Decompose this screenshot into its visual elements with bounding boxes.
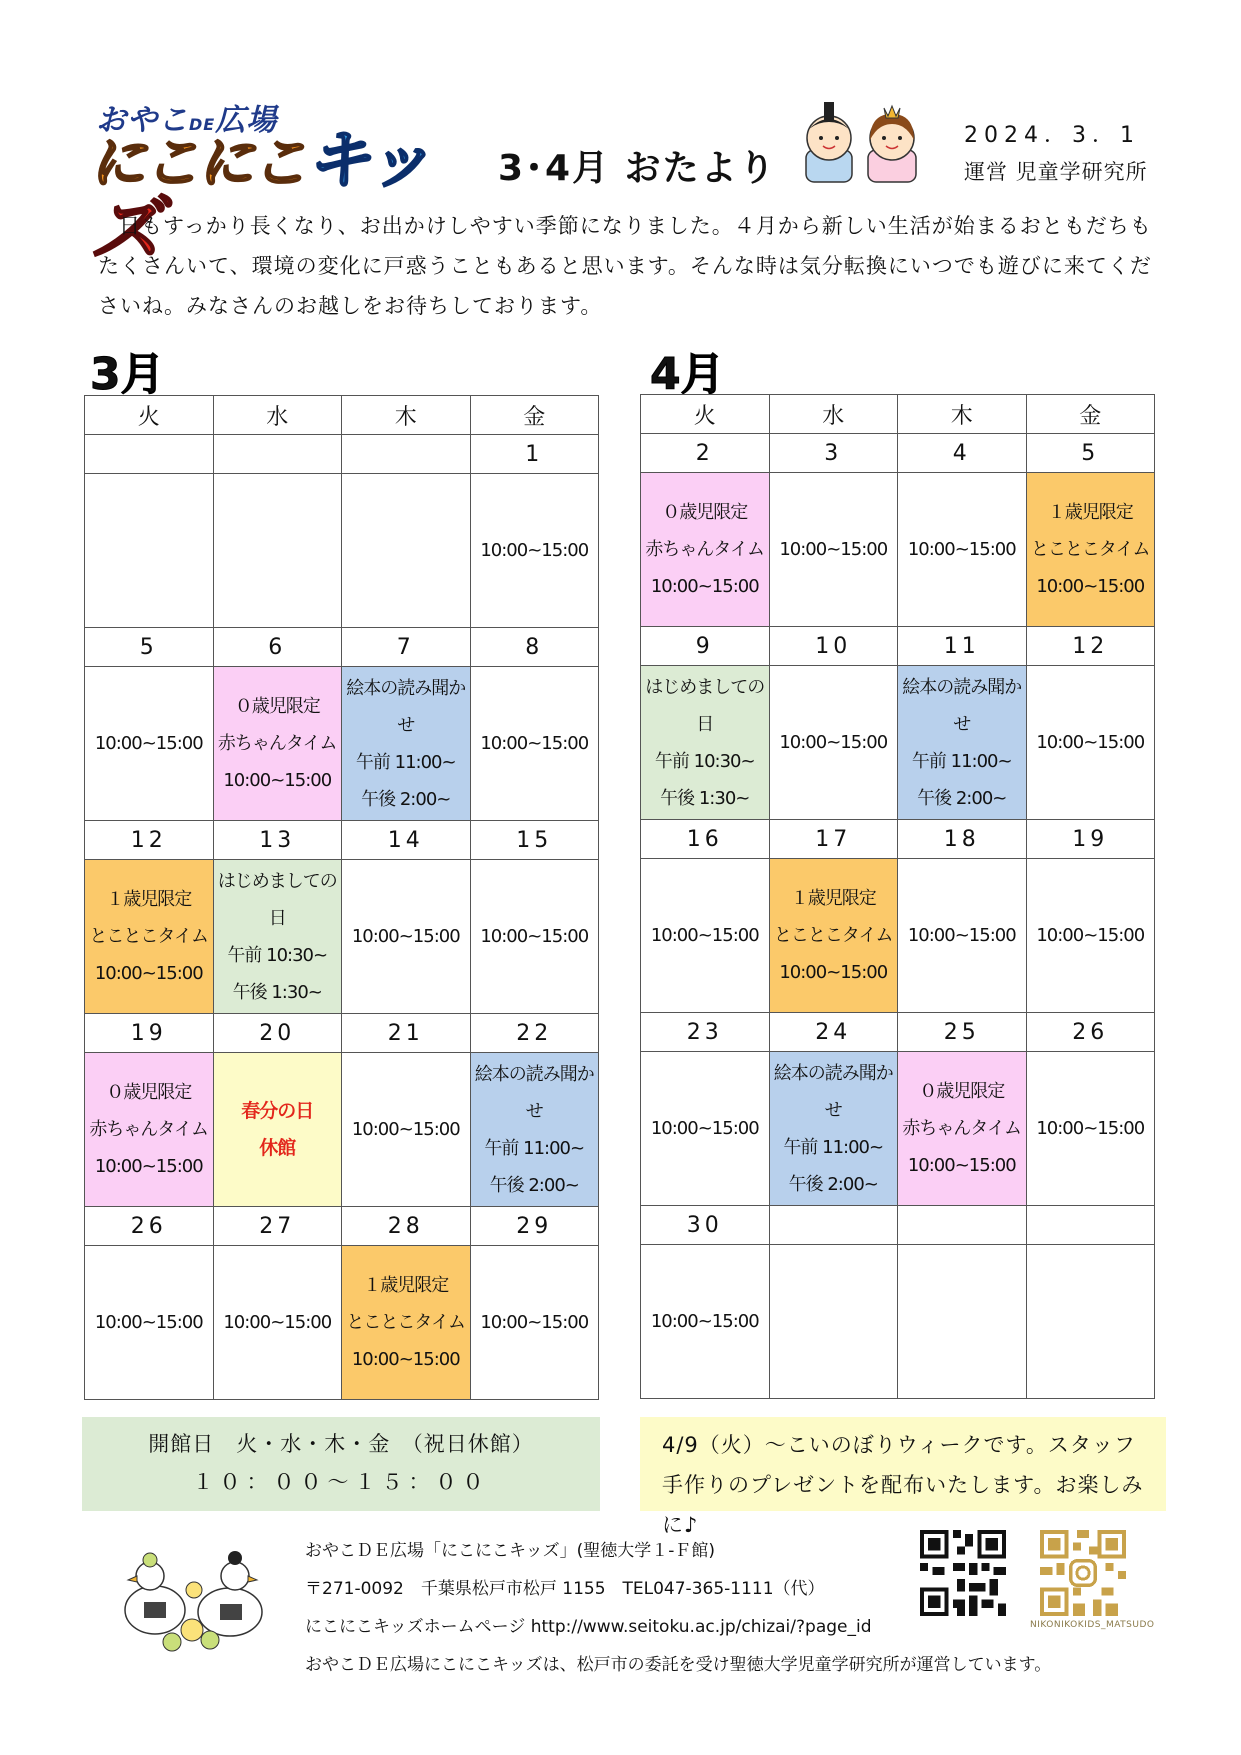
event-row xyxy=(85,474,599,628)
footer-address: 〒271-0092 千葉県松戸市松戸 1155 TEL047-365-1111（代） xyxy=(305,1579,825,1599)
event-text: ０歳児限定 xyxy=(106,1082,192,1103)
date-number xyxy=(898,1206,1027,1245)
event-row xyxy=(85,667,599,821)
logo-oyako: おやこ xyxy=(96,103,189,138)
operator: 運営 児童学研究所 xyxy=(964,160,1148,184)
event-cell xyxy=(470,1246,599,1400)
event-cell xyxy=(470,474,599,628)
date-number: 4 xyxy=(898,434,1027,473)
weekday-header: 金 xyxy=(470,396,599,435)
weekday-header: 金 xyxy=(1026,395,1155,434)
event-text: 午前 10:30~ xyxy=(654,750,755,772)
issue-date: 2024．3．1 xyxy=(964,123,1140,148)
event-cell xyxy=(213,1246,342,1400)
weekday-header: 火 xyxy=(85,396,214,435)
event-row xyxy=(641,473,1155,627)
date-number: 11 xyxy=(898,627,1027,666)
date-number: 10 xyxy=(769,627,898,666)
event-cell xyxy=(641,473,770,627)
date-number: 28 xyxy=(342,1207,471,1246)
event-text: 10:00~15:00 xyxy=(480,733,589,754)
date-number-row xyxy=(641,1013,1155,1052)
date-number: 17 xyxy=(769,820,898,859)
holiday-text: 春分の日 xyxy=(241,1099,314,1122)
event-text: 10:00~15:00 xyxy=(223,1312,332,1333)
event-text: 10:00~15:00 xyxy=(351,1349,460,1370)
event-cell xyxy=(342,1246,471,1400)
weekday-header: 火 xyxy=(641,395,770,434)
event-text: 絵本の読み聞かせ xyxy=(346,677,466,736)
event-text: 午前 11:00~ xyxy=(911,750,1012,772)
date-number-row xyxy=(641,627,1155,666)
event-cell xyxy=(85,667,214,821)
event-text: 10:00~15:00 xyxy=(94,1156,203,1177)
event-text: 絵本の読み聞かせ xyxy=(474,1063,594,1122)
event-text: 絵本の読み聞かせ xyxy=(773,1062,893,1121)
event-cell xyxy=(641,1052,770,1206)
event-text: ０歳児限定 xyxy=(919,1081,1005,1102)
date-number: 21 xyxy=(342,1014,471,1053)
holiday-text: 休館 xyxy=(259,1136,296,1159)
event-cell xyxy=(213,860,342,1014)
event-text: はじめましての日 xyxy=(645,676,765,735)
event-row xyxy=(85,1053,599,1207)
event-text: １歳児限定 xyxy=(106,889,192,910)
event-text: 赤ちゃんタイム xyxy=(645,539,765,560)
event-text: １歳児限定 xyxy=(363,1275,449,1296)
event-cell xyxy=(342,860,471,1014)
event-text: 10:00~15:00 xyxy=(223,770,332,791)
event-text: とことこタイム xyxy=(89,926,209,947)
date-number: 13 xyxy=(213,821,342,860)
event-row xyxy=(641,859,1155,1013)
weekday-header: 木 xyxy=(898,395,1027,434)
event-row xyxy=(641,666,1155,820)
weekday-header: 水 xyxy=(213,396,342,435)
event-text: ０歳児限定 xyxy=(662,502,748,523)
date-number: 9 xyxy=(641,627,770,666)
event-text: はじめましての日 xyxy=(217,870,337,929)
event-cell xyxy=(769,1052,898,1206)
event-cell xyxy=(85,1246,214,1400)
event-text: 10:00~15:00 xyxy=(480,1312,589,1333)
qr-caption: NIKONIKOKIDS_MATSUDO xyxy=(1030,1620,1155,1630)
date-number: 20 xyxy=(213,1014,342,1053)
event-text: 10:00~15:00 xyxy=(650,1118,759,1139)
march-calendar xyxy=(84,395,599,1400)
event-text: 10:00~15:00 xyxy=(480,926,589,947)
date-number-row xyxy=(85,1014,599,1053)
footer-note: おやこＤＥ広場にこにこキッズは、松戸市の委託を受け聖徳大学児童学研究所が運営しています。 xyxy=(305,1655,1052,1675)
event-cell xyxy=(213,1053,342,1207)
logo-hiroba: 広場 xyxy=(215,103,278,138)
event-cell xyxy=(641,1245,770,1399)
date-number xyxy=(342,435,471,474)
event-text: 10:00~15:00 xyxy=(907,539,1016,560)
event-cell xyxy=(470,860,599,1014)
newsletter-title: 3･4月 おたより xyxy=(498,148,777,189)
event-text: 午前 11:00~ xyxy=(484,1137,585,1159)
event-text: 10:00~15:00 xyxy=(779,732,888,753)
date-number-row xyxy=(85,821,599,860)
ducks-icon xyxy=(110,1530,280,1660)
event-row xyxy=(641,1245,1155,1399)
date-number: 19 xyxy=(1026,820,1155,859)
event-text: 10:00~15:00 xyxy=(650,1311,759,1332)
event-cell xyxy=(342,474,471,628)
date-number: 27 xyxy=(213,1207,342,1246)
march-label: 3月 xyxy=(90,349,165,400)
opening-hours: １０：００～１５：００ xyxy=(192,1470,490,1494)
event-text: １歳児限定 xyxy=(790,888,876,909)
event-cell xyxy=(342,667,471,821)
event-cell xyxy=(898,666,1027,820)
date-number: 15 xyxy=(470,821,599,860)
event-cell xyxy=(85,474,214,628)
event-cell xyxy=(1026,1052,1155,1206)
event-text: 午後 1:30~ xyxy=(660,787,750,809)
event-text: 午前 11:00~ xyxy=(783,1136,884,1158)
event-cell xyxy=(213,474,342,628)
date-number: 3 xyxy=(769,434,898,473)
date-number xyxy=(85,435,214,474)
event-text: 10:00~15:00 xyxy=(351,1119,460,1140)
event-cell xyxy=(898,859,1027,1013)
event-cell xyxy=(1026,1245,1155,1399)
event-text: 10:00~15:00 xyxy=(779,539,888,560)
opening-days-box xyxy=(82,1417,600,1511)
date-number xyxy=(769,1206,898,1245)
event-text: 10:00~15:00 xyxy=(907,1155,1016,1176)
weekday-header: 水 xyxy=(769,395,898,434)
event-text: 午後 1:30~ xyxy=(232,981,322,1003)
event-text: 午後 2:00~ xyxy=(361,788,451,810)
date-number: 29 xyxy=(470,1207,599,1246)
date-number: 25 xyxy=(898,1013,1027,1052)
date-number xyxy=(213,435,342,474)
date-number-row xyxy=(641,434,1155,473)
date-number: 22 xyxy=(470,1014,599,1053)
date-number: 24 xyxy=(769,1013,898,1052)
event-cell xyxy=(769,473,898,627)
date-number: 5 xyxy=(1026,434,1155,473)
event-text: 10:00~15:00 xyxy=(650,925,759,946)
event-row xyxy=(641,1052,1155,1206)
event-text: 10:00~15:00 xyxy=(1036,925,1145,946)
event-text: 赤ちゃんタイム xyxy=(217,733,337,754)
date-number: 16 xyxy=(641,820,770,859)
event-text: 午後 2:00~ xyxy=(917,787,1007,809)
date-number-row xyxy=(85,435,599,474)
event-cell xyxy=(769,859,898,1013)
event-cell xyxy=(1026,859,1155,1013)
event-text: 午後 2:00~ xyxy=(489,1174,579,1196)
event-cell xyxy=(898,473,1027,627)
event-text: 10:00~15:00 xyxy=(1036,576,1145,597)
event-text: とことこタイム xyxy=(773,925,893,946)
event-text: 10:00~15:00 xyxy=(907,925,1016,946)
event-cell xyxy=(85,860,214,1014)
event-cell xyxy=(898,1245,1027,1399)
event-text: 午後 2:00~ xyxy=(788,1173,878,1195)
event-text: 絵本の読み聞かせ xyxy=(902,676,1022,735)
event-text: 10:00~15:00 xyxy=(1036,1118,1145,1139)
event-text: ０歳児限定 xyxy=(234,696,320,717)
logo-nikoniko: にこにこ xyxy=(90,131,306,196)
event-text: 赤ちゃんタイム xyxy=(89,1119,209,1140)
event-text: とことこタイム xyxy=(346,1312,466,1333)
footer-facility: おやこＤＥ広場「にこにこキッズ」(聖徳大学１-Ｆ館) xyxy=(305,1541,716,1561)
logo-ki: キッ xyxy=(306,124,429,198)
event-cell xyxy=(898,1052,1027,1206)
date-number: 19 xyxy=(85,1014,214,1053)
event-row xyxy=(85,1246,599,1400)
footer-homepage[interactable]: にこにこキッズホームページ http://www.seitoku.ac.jp/chizai/?page_id xyxy=(305,1617,872,1637)
date-number-row xyxy=(641,820,1155,859)
april-calendar xyxy=(640,394,1155,1399)
event-text: 10:00~15:00 xyxy=(351,926,460,947)
event-cell xyxy=(213,667,342,821)
weekday-header: 木 xyxy=(342,396,471,435)
intro-paragraph: 日もすっかり長くなり、お出かけしやすい季節になりました。４月から新しい生活が始まるおともだちもたくさんいて、環境の変化に戸惑うこともあると思います。そんな時は気分転換にいつでも遊びに来てくださいね。みなさんのお越しをお待ちしております。 xyxy=(98,214,1152,318)
event-text: 10:00~15:00 xyxy=(94,963,203,984)
event-cell xyxy=(769,1245,898,1399)
event-text: 10:00~15:00 xyxy=(1036,732,1145,753)
event-text: １歳児限定 xyxy=(1047,502,1133,523)
date-number: 26 xyxy=(1026,1013,1155,1052)
date-number: 18 xyxy=(898,820,1027,859)
logo-de: DE xyxy=(189,115,216,134)
logo xyxy=(90,95,470,271)
qr-code-icon[interactable] xyxy=(920,1530,1006,1616)
april-label: 4月 xyxy=(650,349,725,400)
date-number-row xyxy=(85,628,599,667)
date-number: 8 xyxy=(470,628,599,667)
event-text: 10:00~15:00 xyxy=(779,962,888,983)
weekday-header-row xyxy=(85,396,599,435)
date-number: 26 xyxy=(85,1207,214,1246)
weekday-header-row xyxy=(641,395,1155,434)
event-cell xyxy=(470,1053,599,1207)
event-text: とことこタイム xyxy=(1030,539,1150,560)
event-text: 10:00~15:00 xyxy=(480,540,589,561)
qr-code-instagram-icon[interactable] xyxy=(1040,1530,1126,1616)
date-number-row xyxy=(85,1207,599,1246)
event-cell xyxy=(641,859,770,1013)
date-number: 1 xyxy=(470,435,599,474)
date-number xyxy=(1026,1206,1155,1245)
date-number: 5 xyxy=(85,628,214,667)
date-number: 6 xyxy=(213,628,342,667)
date-number-row xyxy=(641,1206,1155,1245)
date-number: 14 xyxy=(342,821,471,860)
hina-dolls-icon xyxy=(786,100,936,184)
event-text: 10:00~15:00 xyxy=(650,576,759,597)
date-number: 2 xyxy=(641,434,770,473)
event-text: 午前 10:30~ xyxy=(227,944,328,966)
opening-days: 開館日 火・水・木・金 （祝日休館） xyxy=(148,1432,534,1456)
event-cell xyxy=(769,666,898,820)
event-cell xyxy=(342,1053,471,1207)
date-number: 23 xyxy=(641,1013,770,1052)
date-number: 7 xyxy=(342,628,471,667)
date-number: 12 xyxy=(1026,627,1155,666)
event-text: 午前 11:00~ xyxy=(355,751,456,773)
event-text: 赤ちゃんタイム xyxy=(902,1118,1022,1139)
event-cell xyxy=(1026,473,1155,627)
event-cell xyxy=(85,1053,214,1207)
event-cell xyxy=(641,666,770,820)
date-number: 12 xyxy=(85,821,214,860)
event-cell xyxy=(470,667,599,821)
notice-box: 4/9（火）～こいのぼりウィークです。スタッフ手作りのプレゼントを配布いたします。お楽しみに♪ xyxy=(640,1417,1166,1511)
logo-zu: ズ xyxy=(90,187,161,271)
date-number: 30 xyxy=(641,1206,770,1245)
event-cell xyxy=(1026,666,1155,820)
event-text: 10:00~15:00 xyxy=(94,1312,203,1333)
event-text: 10:00~15:00 xyxy=(94,733,203,754)
event-row xyxy=(85,860,599,1014)
